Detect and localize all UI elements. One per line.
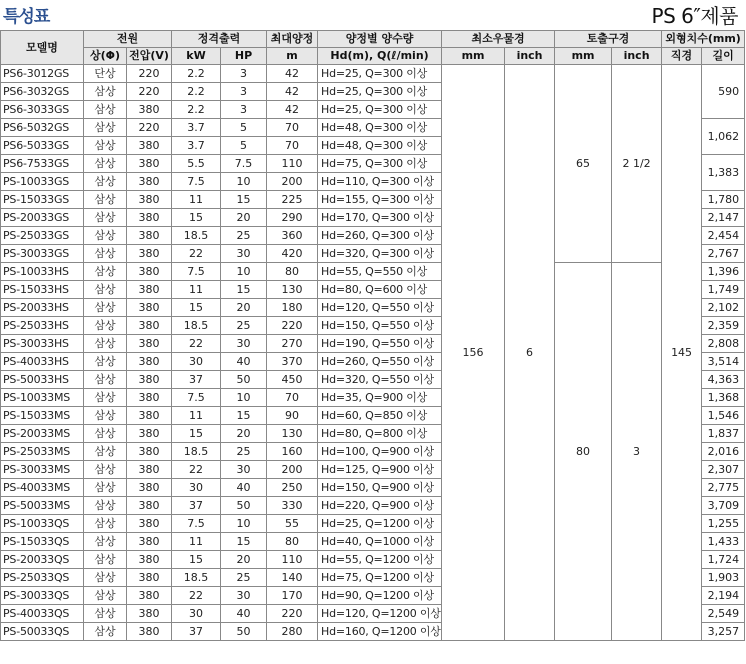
cell-phase: 삼상 — [84, 281, 127, 299]
cell-head: 270 — [267, 335, 318, 353]
cell-hp: 50 — [221, 623, 267, 641]
cell-kw: 7.5 — [172, 515, 221, 533]
cell-length: 2,102 — [702, 299, 745, 317]
cell-kw: 37 — [172, 623, 221, 641]
cell-hp: 20 — [221, 425, 267, 443]
cell-voltage: 380 — [127, 191, 172, 209]
cell-phase: 삼상 — [84, 173, 127, 191]
cell-phase: 삼상 — [84, 587, 127, 605]
cell-perf: Hd=25, Q=300 이상 — [318, 83, 442, 101]
cell-model: PS-10033MS — [1, 389, 84, 407]
cell-length: 2,808 — [702, 335, 745, 353]
cell-perf: Hd=160, Q=1200 이상 — [318, 623, 442, 641]
header-diameter: 직경 — [662, 48, 702, 65]
cell-perf: Hd=75, Q=300 이상 — [318, 155, 442, 173]
cell-phase: 삼상 — [84, 497, 127, 515]
cell-kw: 11 — [172, 191, 221, 209]
cell-phase: 삼상 — [84, 515, 127, 533]
cell-phase: 삼상 — [84, 101, 127, 119]
cell-perf: Hd=150, Q=550 이상 — [318, 317, 442, 335]
cell-length: 2,767 — [702, 245, 745, 263]
cell-model: PS-50033HS — [1, 371, 84, 389]
cell-head: 290 — [267, 209, 318, 227]
cell-kw: 18.5 — [172, 443, 221, 461]
cell-model: PS-10033QS — [1, 515, 84, 533]
header-length: 길이 — [702, 48, 745, 65]
cell-perf: Hd=320, Q=300 이상 — [318, 245, 442, 263]
cell-head: 180 — [267, 299, 318, 317]
header-phase: 상(Φ) — [84, 48, 127, 65]
cell-length: 2,194 — [702, 587, 745, 605]
cell-kw: 22 — [172, 461, 221, 479]
cell-perf: Hd=170, Q=300 이상 — [318, 209, 442, 227]
cell-hp: 20 — [221, 209, 267, 227]
cell-head: 110 — [267, 551, 318, 569]
cell-model: PS6-7533GS — [1, 155, 84, 173]
outlet-inch: 3 — [612, 263, 662, 641]
cell-length: 1,396 — [702, 263, 745, 281]
product-label: PS 6″제품 — [651, 4, 738, 28]
header-outer: 외형치수(mm) — [662, 31, 745, 48]
cell-hp: 15 — [221, 281, 267, 299]
cell-perf: Hd=120, Q=1200 이상 — [318, 605, 442, 623]
cell-model: PS-10033HS — [1, 263, 84, 281]
cell-length: 1,062 — [702, 119, 745, 155]
cell-voltage: 380 — [127, 227, 172, 245]
cell-kw: 3.7 — [172, 137, 221, 155]
cell-perf: Hd=190, Q=550 이상 — [318, 335, 442, 353]
cell-perf: Hd=220, Q=900 이상 — [318, 497, 442, 515]
cell-length: 1,780 — [702, 191, 745, 209]
cell-length: 2,147 — [702, 209, 745, 227]
cell-kw: 18.5 — [172, 569, 221, 587]
cell-perf: Hd=75, Q=1200 이상 — [318, 569, 442, 587]
cell-head: 360 — [267, 227, 318, 245]
cell-kw: 30 — [172, 605, 221, 623]
cell-perf: Hd=155, Q=300 이상 — [318, 191, 442, 209]
cell-length: 3,709 — [702, 497, 745, 515]
cell-model: PS-30033HS — [1, 335, 84, 353]
cell-voltage: 380 — [127, 605, 172, 623]
header-m: m — [267, 48, 318, 65]
cell-head: 160 — [267, 443, 318, 461]
cell-phase: 삼상 — [84, 299, 127, 317]
header-min-well: 최소우물경 — [442, 31, 555, 48]
cell-length: 2,359 — [702, 317, 745, 335]
cell-model: PS-15033GS — [1, 191, 84, 209]
cell-voltage: 380 — [127, 389, 172, 407]
cell-hp: 10 — [221, 389, 267, 407]
cell-model: PS6-5033GS — [1, 137, 84, 155]
cell-phase: 단상 — [84, 65, 127, 83]
cell-hp: 20 — [221, 299, 267, 317]
header-output: 정격출력 — [172, 31, 267, 48]
cell-head: 110 — [267, 155, 318, 173]
cell-phase: 삼상 — [84, 227, 127, 245]
cell-kw: 3.7 — [172, 119, 221, 137]
cell-kw: 15 — [172, 425, 221, 443]
cell-kw: 30 — [172, 353, 221, 371]
header-well-inch: inch — [505, 48, 555, 65]
cell-hp: 3 — [221, 65, 267, 83]
cell-phase: 삼상 — [84, 317, 127, 335]
cell-hp: 25 — [221, 317, 267, 335]
cell-head: 225 — [267, 191, 318, 209]
cell-head: 80 — [267, 263, 318, 281]
cell-voltage: 380 — [127, 101, 172, 119]
cell-head: 200 — [267, 461, 318, 479]
cell-length: 1,749 — [702, 281, 745, 299]
cell-model: PS6-3032GS — [1, 83, 84, 101]
cell-phase: 삼상 — [84, 443, 127, 461]
cell-perf: Hd=90, Q=1200 이상 — [318, 587, 442, 605]
cell-phase: 삼상 — [84, 353, 127, 371]
cell-voltage: 380 — [127, 443, 172, 461]
cell-kw: 37 — [172, 497, 221, 515]
cell-head: 70 — [267, 389, 318, 407]
cell-model: PS-50033MS — [1, 497, 84, 515]
cell-head: 42 — [267, 65, 318, 83]
min-well-inch: 6 — [505, 65, 555, 641]
cell-kw: 22 — [172, 587, 221, 605]
cell-phase: 삼상 — [84, 209, 127, 227]
cell-voltage: 380 — [127, 407, 172, 425]
cell-voltage: 380 — [127, 137, 172, 155]
cell-model: PS-25033MS — [1, 443, 84, 461]
cell-head: 420 — [267, 245, 318, 263]
cell-head: 70 — [267, 119, 318, 137]
cell-voltage: 380 — [127, 533, 172, 551]
cell-head: 250 — [267, 479, 318, 497]
cell-voltage: 380 — [127, 497, 172, 515]
cell-head: 90 — [267, 407, 318, 425]
cell-hp: 15 — [221, 191, 267, 209]
cell-head: 220 — [267, 317, 318, 335]
cell-perf: Hd=25, Q=300 이상 — [318, 65, 442, 83]
cell-model: PS-15033QS — [1, 533, 84, 551]
cell-head: 330 — [267, 497, 318, 515]
cell-voltage: 220 — [127, 83, 172, 101]
cell-hp: 10 — [221, 263, 267, 281]
cell-phase: 삼상 — [84, 245, 127, 263]
cell-model: PS-30033GS — [1, 245, 84, 263]
cell-phase: 삼상 — [84, 407, 127, 425]
cell-model: PS-25033QS — [1, 569, 84, 587]
spec-table — [0, 30, 745, 641]
cell-model: PS-25033HS — [1, 317, 84, 335]
cell-model: PS-30033MS — [1, 461, 84, 479]
cell-length: 590 — [702, 65, 745, 119]
cell-length: 1,724 — [702, 551, 745, 569]
header-hp: HP — [221, 48, 267, 65]
cell-kw: 15 — [172, 551, 221, 569]
cell-phase: 삼상 — [84, 83, 127, 101]
cell-model: PS-20033MS — [1, 425, 84, 443]
cell-model: PS-40033MS — [1, 479, 84, 497]
cell-kw: 5.5 — [172, 155, 221, 173]
cell-voltage: 380 — [127, 335, 172, 353]
cell-model: PS-10033GS — [1, 173, 84, 191]
header-perf: 양정별 양수량 — [318, 31, 442, 48]
cell-perf: Hd=25, Q=300 이상 — [318, 101, 442, 119]
cell-phase: 삼상 — [84, 119, 127, 137]
cell-length: 1,383 — [702, 155, 745, 191]
cell-hp: 30 — [221, 587, 267, 605]
cell-phase: 삼상 — [84, 371, 127, 389]
cell-head: 70 — [267, 137, 318, 155]
cell-head: 42 — [267, 101, 318, 119]
cell-kw: 7.5 — [172, 389, 221, 407]
cell-kw: 18.5 — [172, 227, 221, 245]
cell-hp: 50 — [221, 371, 267, 389]
page-title: 특성표 — [3, 7, 50, 27]
cell-voltage: 380 — [127, 317, 172, 335]
cell-kw: 11 — [172, 281, 221, 299]
cell-voltage: 380 — [127, 587, 172, 605]
cell-length: 1,433 — [702, 533, 745, 551]
cell-kw: 18.5 — [172, 317, 221, 335]
spec-table-body — [1, 65, 745, 641]
cell-perf: Hd=80, Q=600 이상 — [318, 281, 442, 299]
cell-head: 140 — [267, 569, 318, 587]
cell-voltage: 380 — [127, 299, 172, 317]
cell-model: PS-15033HS — [1, 281, 84, 299]
cell-length: 4,363 — [702, 371, 745, 389]
cell-head: 80 — [267, 533, 318, 551]
cell-model: PS-40033HS — [1, 353, 84, 371]
cell-phase: 삼상 — [84, 191, 127, 209]
cell-model: PS-20033HS — [1, 299, 84, 317]
cell-hp: 40 — [221, 605, 267, 623]
cell-hp: 15 — [221, 533, 267, 551]
cell-hp: 20 — [221, 551, 267, 569]
cell-hp: 30 — [221, 245, 267, 263]
cell-hp: 50 — [221, 497, 267, 515]
cell-hp: 25 — [221, 569, 267, 587]
cell-kw: 22 — [172, 245, 221, 263]
cell-voltage: 380 — [127, 209, 172, 227]
cell-head: 280 — [267, 623, 318, 641]
cell-model: PS-20033GS — [1, 209, 84, 227]
cell-model: PS-50033QS — [1, 623, 84, 641]
cell-voltage: 380 — [127, 281, 172, 299]
cell-kw: 7.5 — [172, 173, 221, 191]
cell-phase: 삼상 — [84, 605, 127, 623]
cell-perf: Hd=260, Q=550 이상 — [318, 353, 442, 371]
cell-perf: Hd=320, Q=550 이상 — [318, 371, 442, 389]
cell-phase: 삼상 — [84, 137, 127, 155]
cell-hp: 40 — [221, 353, 267, 371]
cell-perf: Hd=60, Q=850 이상 — [318, 407, 442, 425]
cell-voltage: 380 — [127, 173, 172, 191]
cell-hp: 15 — [221, 407, 267, 425]
cell-perf: Hd=55, Q=550 이상 — [318, 263, 442, 281]
cell-hp: 25 — [221, 227, 267, 245]
cell-head: 42 — [267, 83, 318, 101]
cell-head: 130 — [267, 425, 318, 443]
cell-kw: 22 — [172, 335, 221, 353]
cell-head: 170 — [267, 587, 318, 605]
cell-perf: Hd=110, Q=300 이상 — [318, 173, 442, 191]
cell-length: 1,368 — [702, 389, 745, 407]
cell-phase: 삼상 — [84, 425, 127, 443]
cell-kw: 7.5 — [172, 263, 221, 281]
cell-perf: Hd=35, Q=900 이상 — [318, 389, 442, 407]
cell-voltage: 380 — [127, 551, 172, 569]
cell-voltage: 380 — [127, 245, 172, 263]
cell-voltage: 220 — [127, 119, 172, 137]
cell-kw: 15 — [172, 299, 221, 317]
header-outlet-inch: inch — [612, 48, 662, 65]
cell-length: 2,549 — [702, 605, 745, 623]
cell-perf: Hd=150, Q=900 이상 — [318, 479, 442, 497]
cell-model: PS6-3033GS — [1, 101, 84, 119]
cell-head: 130 — [267, 281, 318, 299]
cell-model: PS-25033GS — [1, 227, 84, 245]
header-kw: kW — [172, 48, 221, 65]
header-well-mm: mm — [442, 48, 505, 65]
cell-voltage: 380 — [127, 425, 172, 443]
cell-phase: 삼상 — [84, 569, 127, 587]
cell-perf: Hd=125, Q=900 이상 — [318, 461, 442, 479]
header-max-head: 최대양정 — [267, 31, 318, 48]
header-model: 모델명 — [1, 31, 84, 65]
cell-phase: 삼상 — [84, 155, 127, 173]
cell-phase: 삼상 — [84, 551, 127, 569]
cell-hp: 3 — [221, 101, 267, 119]
cell-phase: 삼상 — [84, 533, 127, 551]
header-outlet-mm: mm — [555, 48, 612, 65]
cell-length: 1,255 — [702, 515, 745, 533]
outlet-mm: 65 — [555, 65, 612, 263]
outer-diameter: 145 — [662, 65, 702, 641]
cell-voltage: 380 — [127, 155, 172, 173]
cell-head: 200 — [267, 173, 318, 191]
cell-model: PS6-3012GS — [1, 65, 84, 83]
cell-perf: Hd=80, Q=800 이상 — [318, 425, 442, 443]
cell-model: PS-15033MS — [1, 407, 84, 425]
cell-head: 220 — [267, 605, 318, 623]
cell-hp: 3 — [221, 83, 267, 101]
cell-phase: 삼상 — [84, 479, 127, 497]
cell-perf: Hd=40, Q=1000 이상 — [318, 533, 442, 551]
header-power: 전원 — [84, 31, 172, 48]
cell-length: 3,514 — [702, 353, 745, 371]
cell-perf: Hd=120, Q=550 이상 — [318, 299, 442, 317]
cell-perf: Hd=260, Q=300 이상 — [318, 227, 442, 245]
cell-voltage: 380 — [127, 569, 172, 587]
cell-hp: 5 — [221, 119, 267, 137]
cell-length: 1,837 — [702, 425, 745, 443]
cell-voltage: 220 — [127, 65, 172, 83]
cell-head: 450 — [267, 371, 318, 389]
cell-voltage: 380 — [127, 353, 172, 371]
cell-voltage: 380 — [127, 263, 172, 281]
cell-phase: 삼상 — [84, 335, 127, 353]
cell-head: 55 — [267, 515, 318, 533]
cell-kw: 30 — [172, 479, 221, 497]
cell-hp: 25 — [221, 443, 267, 461]
cell-head: 370 — [267, 353, 318, 371]
cell-perf: Hd=48, Q=300 이상 — [318, 119, 442, 137]
cell-length: 1,903 — [702, 569, 745, 587]
cell-voltage: 380 — [127, 479, 172, 497]
cell-length: 2,016 — [702, 443, 745, 461]
cell-model: PS-40033QS — [1, 605, 84, 623]
cell-phase: 삼상 — [84, 461, 127, 479]
cell-perf: Hd=100, Q=900 이상 — [318, 443, 442, 461]
header-voltage: 전압(V) — [127, 48, 172, 65]
min-well-mm: 156 — [442, 65, 505, 641]
cell-kw: 11 — [172, 407, 221, 425]
table-row — [1, 65, 745, 83]
cell-length: 2,454 — [702, 227, 745, 245]
header-perf-sub: Hd(m), Q(ℓ/min) — [318, 48, 442, 65]
cell-length: 3,257 — [702, 623, 745, 641]
cell-phase: 삼상 — [84, 623, 127, 641]
cell-kw: 37 — [172, 371, 221, 389]
cell-hp: 10 — [221, 515, 267, 533]
cell-voltage: 380 — [127, 623, 172, 641]
cell-hp: 7.5 — [221, 155, 267, 173]
cell-phase: 삼상 — [84, 263, 127, 281]
cell-kw: 2.2 — [172, 101, 221, 119]
cell-hp: 30 — [221, 461, 267, 479]
cell-model: PS-30033QS — [1, 587, 84, 605]
cell-voltage: 380 — [127, 515, 172, 533]
cell-hp: 40 — [221, 479, 267, 497]
cell-kw: 2.2 — [172, 65, 221, 83]
cell-hp: 10 — [221, 173, 267, 191]
cell-phase: 삼상 — [84, 389, 127, 407]
cell-kw: 2.2 — [172, 83, 221, 101]
table-row — [1, 263, 745, 281]
cell-kw: 15 — [172, 209, 221, 227]
outlet-mm: 80 — [555, 263, 612, 641]
cell-length: 2,775 — [702, 479, 745, 497]
cell-perf: Hd=48, Q=300 이상 — [318, 137, 442, 155]
cell-kw: 11 — [172, 533, 221, 551]
cell-model: PS6-5032GS — [1, 119, 84, 137]
cell-voltage: 380 — [127, 371, 172, 389]
cell-length: 2,307 — [702, 461, 745, 479]
outlet-inch: 2 1/2 — [612, 65, 662, 263]
cell-hp: 30 — [221, 335, 267, 353]
cell-model: PS-20033QS — [1, 551, 84, 569]
cell-hp: 5 — [221, 137, 267, 155]
cell-perf: Hd=55, Q=1200 이상 — [318, 551, 442, 569]
cell-voltage: 380 — [127, 461, 172, 479]
cell-perf: Hd=25, Q=1200 이상 — [318, 515, 442, 533]
header-outlet: 토출구경 — [555, 31, 662, 48]
cell-length: 1,546 — [702, 407, 745, 425]
